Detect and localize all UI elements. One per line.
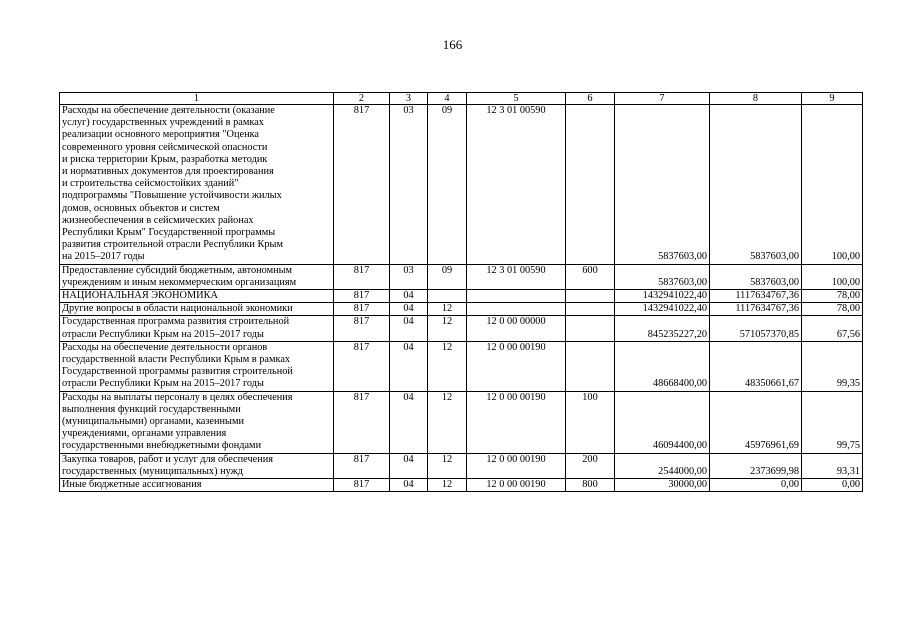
gradbs-code-cell: 817: [334, 264, 390, 289]
expense-type-cell: 200: [566, 453, 615, 478]
expense-name-cell: [60, 453, 334, 478]
table-row: [60, 479, 863, 492]
expense-name-cell: [60, 303, 334, 316]
expense-name-line: Закупка товаров, работ и услуг для обеспечения: [62, 453, 273, 465]
gradbs-code-cell: 817: [334, 479, 390, 492]
approved-amount-cell: 1432941022,40: [615, 290, 710, 303]
table-row: [60, 264, 863, 289]
section-code-cell: 03: [390, 264, 428, 289]
target-article-cell: 12 0 00 00190: [467, 453, 566, 478]
expense-name-line: учреждениями, органами управления: [62, 428, 227, 440]
table-header-row: [60, 93, 863, 105]
subsection-code-cell: 12: [428, 316, 467, 341]
execution-percent-cell: 99,75: [802, 391, 863, 453]
execution-percent-cell: 78,00: [802, 290, 863, 303]
expense-name-line: домов, основных объектов и систем: [62, 202, 220, 214]
expense-name-line: Расходы на обеспечение деятельности органов: [62, 341, 268, 353]
executed-amount-cell: 5837603,00: [710, 105, 802, 265]
target-article-cell: 12 3 01 00590: [467, 264, 566, 289]
header-cell: 9: [802, 93, 863, 105]
expense-name-line: жизнеобеспечения в сейсмических районах: [62, 214, 254, 226]
target-article-cell: 12 0 00 00190: [467, 391, 566, 453]
expense-name-line: государственными внебюджетными фондами: [62, 440, 262, 452]
subsection-code-cell: [428, 290, 467, 303]
expense-name-cell: [60, 264, 334, 289]
executed-amount-cell: 1117634767,36: [710, 290, 802, 303]
section-code-cell: 03: [390, 105, 428, 265]
header-cell: 2: [334, 93, 390, 105]
budget-table: [59, 92, 863, 492]
expense-type-cell: 600: [566, 264, 615, 289]
expense-name-line: Другие вопросы в области национальной экономики: [62, 303, 293, 315]
expense-name-line: и строительства сейсмостойких зданий": [62, 178, 239, 190]
approved-amount-cell: 48668400,00: [615, 341, 710, 391]
header-cell: 1: [60, 93, 334, 105]
executed-amount-cell: 2373699,98: [710, 453, 802, 478]
expense-name-line: учреждениям и иным некоммерческим организациям: [62, 276, 297, 288]
target-article-cell: 12 0 00 00190: [467, 479, 566, 492]
expense-name-line: отрасли Республики Крым на 2015–2017 годы: [62, 328, 264, 340]
expense-name-line: (муниципальными) органами, казенными: [62, 416, 244, 428]
execution-percent-cell: 93,31: [802, 453, 863, 478]
target-article-cell: 12 3 01 00590: [467, 105, 566, 265]
subsection-code-cell: 12: [428, 479, 467, 492]
expense-name-line: современного уровня сейсмической опасности: [62, 141, 268, 153]
expense-name-line: государственных (муниципальных) нужд: [62, 465, 243, 477]
expense-name-cell: [60, 105, 334, 265]
table-row: [60, 105, 863, 265]
gradbs-code-cell: 817: [334, 105, 390, 265]
subsection-code-cell: 12: [428, 303, 467, 316]
execution-percent-cell: 100,00: [802, 105, 863, 265]
expense-name-line: подпрограммы "Повышение устойчивости жилых: [62, 190, 282, 202]
execution-percent-cell: 99,35: [802, 341, 863, 391]
expense-name-line: развития строительной отрасли Республики Крым: [62, 239, 283, 251]
expense-name-line: Расходы на выплаты персоналу в целях обеспечения: [62, 391, 293, 403]
target-article-cell: [467, 303, 566, 316]
table-row: [60, 316, 863, 341]
subsection-code-cell: 12: [428, 341, 467, 391]
section-code-cell: 04: [390, 341, 428, 391]
expense-type-cell: [566, 341, 615, 391]
expense-name-line: на 2015–2017 годы: [62, 251, 145, 263]
section-code-cell: 04: [390, 316, 428, 341]
expense-name-line: Республики Крым" Государственной программы: [62, 227, 276, 239]
executed-amount-cell: 0,00: [710, 479, 802, 492]
table-row: [60, 453, 863, 478]
expense-name-cell: [60, 479, 334, 492]
table-row: [60, 391, 863, 453]
section-code-cell: 04: [390, 479, 428, 492]
expense-name-line: Государственной программы развития строительной: [62, 366, 293, 378]
approved-amount-cell: 46094400,00: [615, 391, 710, 453]
header-cell: 4: [428, 93, 467, 105]
execution-percent-cell: 67,56: [802, 316, 863, 341]
expense-type-cell: [566, 303, 615, 316]
approved-amount-cell: 2544000,00: [615, 453, 710, 478]
executed-amount-cell: 571057370,85: [710, 316, 802, 341]
header-cell: 8: [710, 93, 802, 105]
header-cell: 6: [566, 93, 615, 105]
expense-type-cell: 100: [566, 391, 615, 453]
expense-name-line: и нормативных документов для проектирования: [62, 166, 274, 178]
expense-name-cell: [60, 341, 334, 391]
page-number: 166: [442, 37, 463, 52]
executed-amount-cell: 45976961,69: [710, 391, 802, 453]
expense-name-line: государственной власти Республики Крым в рамках: [62, 354, 291, 366]
expense-name-cell: [60, 391, 334, 453]
approved-amount-cell: 5837603,00: [615, 264, 710, 289]
subsection-code-cell: 12: [428, 391, 467, 453]
table-body: [60, 93, 863, 492]
expense-name-line: Иные бюджетные ассигнования: [62, 479, 202, 491]
execution-percent-cell: 0,00: [802, 479, 863, 492]
expense-name-line: Расходы на обеспечение деятельности (оказание: [62, 105, 275, 116]
gradbs-code-cell: 817: [334, 316, 390, 341]
approved-amount-cell: 845235227,20: [615, 316, 710, 341]
section-code-cell: 04: [390, 453, 428, 478]
gradbs-code-cell: 817: [334, 453, 390, 478]
gradbs-code-cell: 817: [334, 290, 390, 303]
expense-name-line: реализации основного мероприятия "Оценка: [62, 129, 259, 141]
expense-name-line: и риска территории Крым, разработка методик: [62, 153, 268, 165]
header-cell: 3: [390, 93, 428, 105]
target-article-cell: 12 0 00 00190: [467, 341, 566, 391]
section-code-cell: 04: [390, 391, 428, 453]
expense-name-line: отрасли Республики Крым на 2015–2017 годы: [62, 378, 264, 390]
executed-amount-cell: 5837603,00: [710, 264, 802, 289]
gradbs-code-cell: 817: [334, 341, 390, 391]
expense-name-line: Предоставление субсидий бюджетным, автономным: [62, 264, 293, 276]
section-code-cell: 04: [390, 303, 428, 316]
executed-amount-cell: 48350661,67: [710, 341, 802, 391]
table-row: [60, 290, 863, 303]
subsection-code-cell: 12: [428, 453, 467, 478]
executed-amount-cell: 1117634767,36: [710, 303, 802, 316]
expense-name-line: услуг) государственных учреждений в рамках: [62, 117, 264, 129]
expense-type-cell: [566, 316, 615, 341]
header-cell: 5: [467, 93, 566, 105]
expense-name-line: НАЦИОНАЛЬНАЯ ЭКОНОМИКА: [62, 290, 218, 302]
approved-amount-cell: 1432941022,40: [615, 303, 710, 316]
execution-percent-cell: 100,00: [802, 264, 863, 289]
subsection-code-cell: 09: [428, 105, 467, 265]
approved-amount-cell: 5837603,00: [615, 105, 710, 265]
expense-name-line: Государственная программа развития строительной: [62, 316, 290, 328]
expense-name-line: выполнения функций государственными: [62, 403, 241, 415]
gradbs-code-cell: 817: [334, 391, 390, 453]
subsection-code-cell: 09: [428, 264, 467, 289]
expense-type-cell: [566, 105, 615, 265]
target-article-cell: 12 0 00 00000: [467, 316, 566, 341]
header-cell: 7: [615, 93, 710, 105]
gradbs-code-cell: 817: [334, 303, 390, 316]
table-row: [60, 341, 863, 391]
expense-type-cell: [566, 290, 615, 303]
expense-name-cell: [60, 316, 334, 341]
table-row: [60, 303, 863, 316]
execution-percent-cell: 78,00: [802, 303, 863, 316]
expense-type-cell: 800: [566, 479, 615, 492]
expense-name-cell: [60, 290, 334, 303]
target-article-cell: [467, 290, 566, 303]
section-code-cell: 04: [390, 290, 428, 303]
approved-amount-cell: 30000,00: [615, 479, 710, 492]
